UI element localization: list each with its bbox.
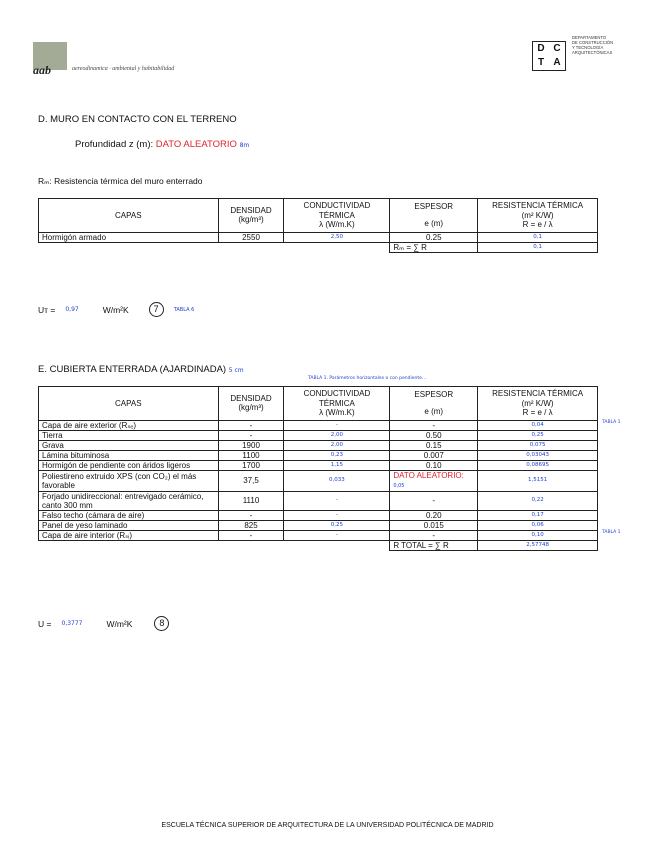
header-resistencia	[478, 199, 598, 233]
conductividad-label: CONDUCTIVIDAD TÉRMICA	[303, 201, 371, 220]
sum-label: R TOTAL = ∑ R	[390, 540, 478, 550]
table-row	[39, 510, 598, 520]
section-e-title-text: E. CUBIERTA ENTERRADA (AJARDINADA)	[38, 364, 227, 375]
dcta-letter: D	[537, 43, 545, 54]
ut-note: TABLA 6	[173, 306, 195, 313]
cell-densidad: 1900	[218, 440, 284, 450]
cell-densidad: 1110	[218, 491, 284, 510]
table-row	[39, 232, 598, 242]
u-label: U =	[38, 618, 52, 629]
r-unit-label: (m² K/W)	[521, 210, 554, 220]
cell-r: 0,06	[478, 520, 598, 530]
cell-lambda: -	[284, 530, 390, 540]
cell-r: 1,5151	[478, 470, 598, 491]
header-espesor	[390, 199, 478, 233]
dcta-line: Y TECNOLOGÍA	[572, 45, 604, 50]
cell-lambda: 2,00	[284, 440, 390, 450]
table-row	[39, 460, 598, 470]
cell-capa: Capa de aire exterior (Rₛₑ)	[39, 420, 219, 430]
cell-espesor: 0.50	[390, 430, 478, 440]
cell-capa: Poliestireno extruido XPS (con CO₂) el más favorable	[39, 470, 219, 491]
cell-densidad: 2550	[218, 232, 284, 242]
cell-r: 0,22	[478, 491, 598, 510]
cell-lambda: 0,23	[284, 450, 390, 460]
cell-capa: Capa de aire interior (Rₛᵢ)	[39, 530, 219, 540]
sum-row	[39, 242, 598, 252]
dcta-logo	[532, 41, 566, 71]
cell-r: 0,08695	[478, 460, 598, 470]
ut-value: 0,97	[65, 306, 79, 313]
dcta-letter: C	[553, 43, 561, 54]
espesor-note: 0,05	[393, 482, 405, 489]
table-row	[39, 491, 598, 510]
header-conductividad	[284, 199, 390, 233]
cell-espesor: 0.007	[390, 450, 478, 460]
cell-densidad: 1700	[218, 460, 284, 470]
section-e-note: 5 cm	[228, 367, 244, 374]
cell-densidad: 825	[218, 520, 284, 530]
cell-espesor: -	[390, 491, 478, 510]
e-label: e (m)	[424, 219, 444, 229]
header-densidad: DENSIDAD (kg/m³)	[218, 199, 284, 233]
cell-r: 0,04	[478, 420, 598, 430]
resistencia-label: RESISTENCIA TÉRMICA	[492, 389, 584, 398]
espesor-random: DATO ALEATORIO:	[393, 470, 464, 480]
sum-value: 0,1	[478, 242, 598, 252]
table-row	[39, 430, 598, 440]
cell-r: 0,075	[478, 440, 598, 450]
dcta-text	[572, 35, 613, 55]
cell-espesor: 0.10	[390, 460, 478, 470]
cell-r: 0,1	[478, 232, 598, 242]
table-row	[39, 520, 598, 530]
table-row	[39, 450, 598, 460]
cell-lambda: -	[284, 510, 390, 520]
rm-label: Rₘ: Resistencia térmica del muro enterrado	[38, 176, 203, 186]
dcta-line: DE CONSTRUCCIÓN	[572, 40, 614, 45]
r-formula-label: R = e / λ	[522, 220, 553, 229]
dcta-letter: T	[537, 57, 545, 68]
table-note: TABLA 1. Parámetros horizontales o con pendiente...	[308, 376, 427, 381]
cell-r: 0,17	[478, 510, 598, 520]
cell-densidad: 37,5	[218, 470, 284, 491]
dcta-line: ARQUITECTÓNICAS	[572, 50, 613, 55]
cell-densidad: 1100	[218, 450, 284, 460]
cell-espesor: -	[390, 420, 478, 430]
header-capas: CAPAS	[39, 199, 219, 233]
ut-label: Uᴛ =	[38, 304, 56, 315]
cell-espesor	[390, 470, 478, 491]
depth-note: 8m	[239, 142, 250, 149]
u-number-badge: 8	[154, 616, 169, 631]
ut-unit: W/m²K	[102, 304, 129, 315]
u-row	[38, 616, 169, 631]
sum-row	[39, 540, 598, 550]
cell-r: 0,03043	[478, 450, 598, 460]
resistencia-label: RESISTENCIA TÉRMICA	[492, 201, 584, 210]
dcta-line: DEPARTAMENTO	[572, 35, 607, 40]
cell-capa: Forjado unidireccional: entrevigado cerámico, canto 300 mm	[39, 491, 219, 510]
cell-lambda: 2,00	[284, 430, 390, 440]
espesor-label: ESPESOR	[414, 201, 454, 211]
table-cubierta	[38, 386, 598, 551]
cell-espesor: 0.15	[390, 440, 478, 450]
cell-r: 0,10	[478, 530, 598, 540]
cell-r: 0,25	[478, 430, 598, 440]
cell-espesor: 0.25	[390, 232, 478, 242]
cell-capa: Grava	[39, 440, 219, 450]
header-espesor	[390, 387, 478, 421]
cell-densidad: -	[218, 430, 284, 440]
table-row	[39, 420, 598, 430]
header-resistencia	[478, 387, 598, 421]
cell-lambda: -	[284, 420, 390, 430]
cell-densidad: -	[218, 420, 284, 430]
table-row	[39, 440, 598, 450]
cell-lambda: 2,50	[284, 232, 390, 242]
footer: ESCUELA TÉCNICA SUPERIOR DE ARQUITECTURA DE LA UNIVERSIDAD POLITÉCNICA DE MADRID	[161, 822, 494, 829]
cell-capa: Tierra	[39, 430, 219, 440]
u-value: 0,3777	[61, 620, 83, 627]
logo-subtitle: aereodinamica · ambiental y habitabilidad	[72, 66, 175, 72]
cell-capa: Falso techo (cámara de aire)	[39, 510, 219, 520]
sum-label: Rₘ = ∑ R	[390, 242, 478, 252]
cell-espesor: 0.20	[390, 510, 478, 520]
depth-row	[75, 139, 249, 150]
cell-lambda: 0,25	[284, 520, 390, 530]
logo-text: aab	[33, 63, 51, 77]
side-note: TABLA 1	[602, 530, 621, 535]
section-e-title	[38, 364, 244, 375]
side-note: TABLA 1	[602, 420, 621, 425]
r-unit-label: (m² K/W)	[521, 398, 554, 408]
conductividad-label: CONDUCTIVIDAD TÉRMICA	[303, 389, 371, 408]
u-unit: W/m²K	[106, 618, 133, 629]
lambda-label: λ (W/m.K)	[319, 220, 355, 229]
header-capas: CAPAS	[39, 387, 219, 421]
depth-label: Profundidad z (m):	[75, 139, 154, 150]
lambda-label: λ (W/m.K)	[319, 408, 355, 417]
table-row	[39, 470, 598, 491]
cell-densidad: -	[218, 530, 284, 540]
dcta-letter: A	[553, 57, 561, 68]
cell-capa: Panel de yeso laminado	[39, 520, 219, 530]
espesor-label: ESPESOR	[414, 389, 454, 399]
cell-densidad: -	[218, 510, 284, 520]
r-formula-label: R = e / λ	[522, 408, 553, 417]
cell-espesor: -	[390, 530, 478, 540]
section-d-title: D. MURO EN CONTACTO CON EL TERRENO	[38, 114, 237, 125]
cell-lambda: -	[284, 491, 390, 510]
sum-value: 2,57748	[478, 540, 598, 550]
cell-espesor: 0.015	[390, 520, 478, 530]
header-densidad: DENSIDAD (kg/m³)	[218, 387, 284, 421]
cell-lambda: 0,033	[284, 470, 390, 491]
e-label: e (m)	[424, 407, 444, 417]
table-muro	[38, 198, 598, 253]
header-conductividad	[284, 387, 390, 421]
cell-lambda: 1,15	[284, 460, 390, 470]
table-row	[39, 530, 598, 540]
ut-number-badge: 7	[149, 302, 164, 317]
cell-capa: Hormigón de pendiente con áridos ligeros	[39, 460, 219, 470]
cell-capa: Hormigón armado	[39, 232, 219, 242]
ut-row	[38, 302, 194, 317]
depth-value: DATO ALEATORIO	[155, 139, 237, 150]
cell-capa: Lámina bituminosa	[39, 450, 219, 460]
